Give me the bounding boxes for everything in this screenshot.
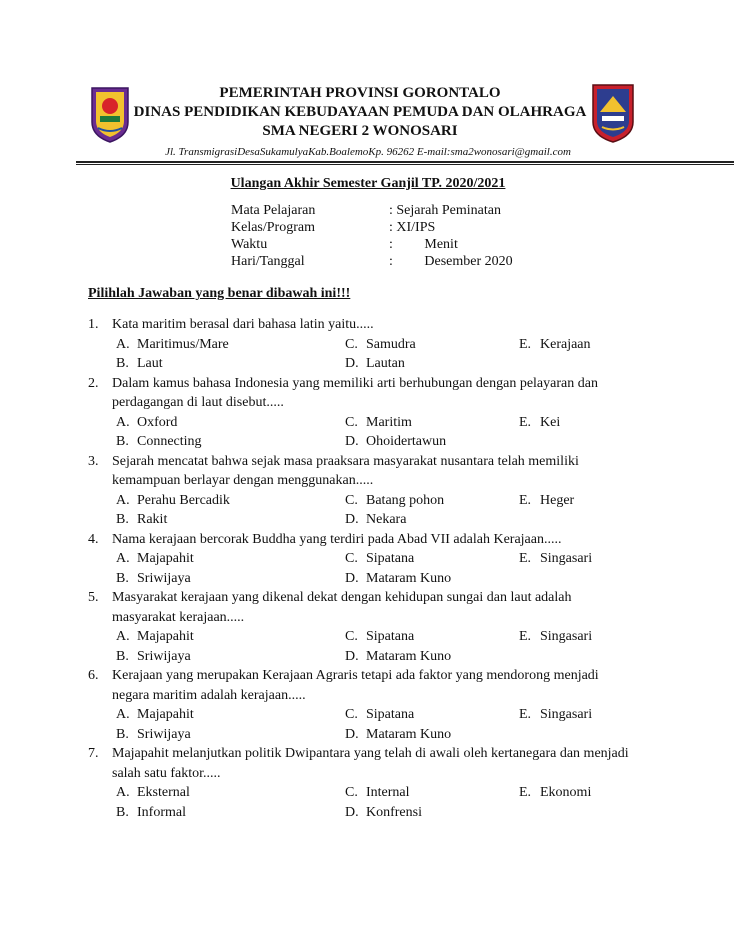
option-text: Perahu Bercadik xyxy=(137,492,230,508)
option-b xyxy=(116,569,191,589)
question-number: 5. xyxy=(88,590,99,605)
option-letter: A. xyxy=(116,629,130,644)
option-letter: A. xyxy=(116,414,130,430)
option-text: Majapahit xyxy=(137,551,194,566)
header-department: DINAS PENDIDIKAN KEBUDAYAAN PEMUDA DAN OLAHRAGA xyxy=(133,104,587,120)
question-text: Majapahit melanjutkan politik Dwipantara yang telah di awali oleh kertanegara dan menjadi xyxy=(112,746,629,761)
option-letter: D. xyxy=(345,512,359,527)
question-number: 7. xyxy=(88,746,99,761)
question-line xyxy=(88,666,648,686)
option-letter: C. xyxy=(345,785,358,800)
option-text: Eksternal xyxy=(137,785,190,800)
option-b xyxy=(116,354,163,374)
option-d xyxy=(345,510,406,530)
info-value: : Desember 2020 xyxy=(389,254,513,269)
question-line xyxy=(88,744,648,764)
option-letter: A. xyxy=(116,336,130,352)
option-e xyxy=(519,783,591,803)
option-letter: D. xyxy=(345,804,359,820)
option-a xyxy=(116,335,229,355)
question-text: Kerajaan yang merupakan Kerajaan Agraris tetapi ada faktor yang mendorong menjadi xyxy=(112,668,599,683)
option-text: Connecting xyxy=(137,434,202,449)
option-text: Maritim xyxy=(366,414,412,430)
option-text: Singasari xyxy=(540,629,593,644)
info-row xyxy=(231,236,551,253)
option-text: Batang pohon xyxy=(366,492,445,508)
option-text: Sipatana xyxy=(366,707,415,722)
option-text: Ekonomi xyxy=(540,785,592,800)
question-text: Nama kerajaan bercorak Buddha yang terdiri pada Abad VII adalah Kerajaan..... xyxy=(112,531,562,547)
option-letter: E. xyxy=(519,414,532,430)
option-text: Sriwijaya xyxy=(137,726,191,742)
option-letter: B. xyxy=(116,512,129,527)
option-letter: E. xyxy=(519,629,532,644)
info-label: Hari/Tanggal xyxy=(231,254,305,269)
option-letter: D. xyxy=(345,356,359,371)
option-row xyxy=(88,627,648,647)
option-text: Kei xyxy=(540,414,561,430)
question-text: kemampuan berlayar dengan menggunakan..... xyxy=(112,473,374,488)
question-text: perdagangan di laut disebut..... xyxy=(112,395,284,410)
option-text: Kerajaan xyxy=(540,336,591,352)
option-b xyxy=(116,803,186,823)
header-divider-thin xyxy=(76,164,734,165)
option-row xyxy=(88,803,648,823)
option-row xyxy=(88,549,648,569)
option-text: Mataram Kuno xyxy=(366,570,452,586)
option-a xyxy=(116,783,190,803)
option-text: Oxford xyxy=(137,414,178,430)
option-text: Rakit xyxy=(137,512,168,527)
question-line xyxy=(88,393,648,413)
boalemo-regency-emblem xyxy=(590,82,636,144)
option-c xyxy=(345,413,412,433)
option-e xyxy=(519,413,560,433)
option-b xyxy=(116,510,167,530)
option-row xyxy=(88,354,648,374)
info-row xyxy=(231,253,551,270)
option-text: Sipatana xyxy=(366,629,415,644)
option-row xyxy=(88,705,648,725)
option-c xyxy=(345,783,410,803)
exam-info xyxy=(231,202,551,270)
option-letter: B. xyxy=(116,356,129,371)
info-value: : Sejarah Peminatan xyxy=(389,203,501,218)
option-d xyxy=(345,803,422,823)
option-d xyxy=(345,432,446,452)
gorontalo-province-emblem xyxy=(88,84,132,144)
option-letter: B. xyxy=(116,434,129,449)
option-row xyxy=(88,647,648,667)
question-number: 4. xyxy=(88,531,99,547)
option-letter: B. xyxy=(116,726,129,742)
question-text: Sejarah mencatat bahwa sejak masa praaksara masyarakat nusantara telah memiliki xyxy=(112,453,579,469)
option-row xyxy=(88,491,648,511)
question-line xyxy=(88,452,648,472)
option-letter: B. xyxy=(116,804,129,820)
question-line xyxy=(88,608,648,628)
option-row xyxy=(88,510,648,530)
question-line xyxy=(88,686,648,706)
question-item xyxy=(88,530,648,589)
option-d xyxy=(345,569,451,589)
option-text: Mataram Kuno xyxy=(366,726,452,742)
option-text: Nekara xyxy=(366,512,407,527)
option-text: Mataram Kuno xyxy=(366,648,452,664)
info-label: Mata Pelajaran xyxy=(231,203,316,218)
option-letter: A. xyxy=(116,707,130,722)
option-text: Majapahit xyxy=(137,629,194,644)
info-value: : XI/IPS xyxy=(389,220,436,235)
option-text: Samudra xyxy=(366,336,416,352)
question-text: Kata maritim berasal dari bahasa latin yaitu..... xyxy=(112,317,374,332)
option-text: Heger xyxy=(540,492,575,508)
question-text: salah satu faktor..... xyxy=(112,765,221,781)
option-letter: B. xyxy=(116,570,129,586)
question-item xyxy=(88,452,648,530)
question-item xyxy=(88,744,648,822)
option-letter: B. xyxy=(116,648,129,664)
option-text: Sipatana xyxy=(366,551,415,566)
option-text: Informal xyxy=(137,804,186,820)
option-text: Majapahit xyxy=(137,707,194,722)
option-letter: E. xyxy=(519,707,532,722)
header-divider xyxy=(76,161,734,163)
info-row xyxy=(231,219,551,236)
option-a xyxy=(116,705,194,725)
option-letter: A. xyxy=(116,785,130,800)
option-row xyxy=(88,335,648,355)
question-list xyxy=(88,315,648,822)
question-number: 2. xyxy=(88,375,99,391)
info-label: Kelas/Program xyxy=(231,220,315,235)
option-a xyxy=(116,413,177,433)
option-c xyxy=(345,491,444,511)
option-b xyxy=(116,432,202,452)
info-value: : Menit xyxy=(389,237,458,252)
option-text: Singasari xyxy=(540,551,593,566)
option-d xyxy=(345,725,451,745)
question-line xyxy=(88,764,648,784)
option-letter: C. xyxy=(345,551,358,566)
option-letter: C. xyxy=(345,629,358,644)
question-line xyxy=(88,471,648,491)
info-label: Waktu xyxy=(231,237,268,252)
option-text: Internal xyxy=(366,785,410,800)
exam-title: Ulangan Akhir Semester Ganjil TP. 2020/2021 xyxy=(230,176,506,191)
option-b xyxy=(116,725,191,745)
question-text: masyarakat kerajaan..... xyxy=(112,609,245,625)
option-letter: D. xyxy=(345,648,359,664)
option-text: Konfrensi xyxy=(366,804,422,820)
option-row xyxy=(88,432,648,452)
option-row xyxy=(88,413,648,433)
option-letter: E. xyxy=(519,336,532,352)
option-a xyxy=(116,549,194,569)
info-row xyxy=(231,202,551,219)
option-letter: E. xyxy=(519,551,532,566)
question-number: 3. xyxy=(88,453,99,469)
option-letter: D. xyxy=(345,570,359,586)
option-e xyxy=(519,627,592,647)
option-letter: C. xyxy=(345,492,358,508)
question-item xyxy=(88,315,648,374)
question-item xyxy=(88,588,648,666)
option-a xyxy=(116,627,194,647)
instruction: Pilihlah Jawaban yang benar dibawah ini!!! xyxy=(88,286,351,301)
option-e xyxy=(519,491,574,511)
option-d xyxy=(345,354,405,374)
question-number: 6. xyxy=(88,668,99,683)
option-c xyxy=(345,705,414,725)
letterhead xyxy=(130,84,590,141)
option-e xyxy=(519,335,591,355)
option-text: Singasari xyxy=(540,707,593,722)
option-letter: D. xyxy=(345,726,359,742)
question-text: Masyarakat kerajaan yang dikenal dekat dengan kehidupan sungai dan laut adalah xyxy=(112,590,572,605)
option-row xyxy=(88,783,648,803)
option-text: Maritimus/Mare xyxy=(137,336,229,352)
option-letter: D. xyxy=(345,434,359,449)
question-number: 1. xyxy=(88,317,99,332)
school-address: Jl. TransmigrasiDesaSukamulyaKab.BoalemoKp. 96262 E-mail:sma2wonosari@gmail.com xyxy=(165,146,571,158)
question-item xyxy=(88,666,648,744)
option-text: Lautan xyxy=(366,356,405,371)
option-letter: C. xyxy=(345,414,358,430)
option-d xyxy=(345,647,451,667)
option-letter: A. xyxy=(116,551,130,566)
question-line xyxy=(88,588,648,608)
option-letter: C. xyxy=(345,336,358,352)
option-c xyxy=(345,627,414,647)
question-text: negara maritim adalah kerajaan..... xyxy=(112,687,306,703)
option-a xyxy=(116,491,230,511)
question-line xyxy=(88,315,648,335)
option-text: Sriwijaya xyxy=(137,570,191,586)
option-e xyxy=(519,549,592,569)
option-b xyxy=(116,647,191,667)
option-letter: E. xyxy=(519,785,532,800)
header-school: SMA NEGERI 2 WONOSARI xyxy=(262,123,458,139)
option-e xyxy=(519,705,592,725)
option-text: Sriwijaya xyxy=(137,648,191,664)
question-line xyxy=(88,374,648,394)
question-item xyxy=(88,374,648,452)
option-c xyxy=(345,335,416,355)
option-text: Laut xyxy=(137,356,163,371)
question-text: Dalam kamus bahasa Indonesia yang memiliki arti berhubungan dengan pelayaran dan xyxy=(112,375,598,391)
header-government: PEMERINTAH PROVINSI GORONTALO xyxy=(219,85,501,101)
option-c xyxy=(345,549,414,569)
question-line xyxy=(88,530,648,550)
option-row xyxy=(88,725,648,745)
option-text: Ohoidertawun xyxy=(366,434,447,449)
option-row xyxy=(88,569,648,589)
option-letter: A. xyxy=(116,492,130,508)
option-letter: E. xyxy=(519,492,532,508)
option-letter: C. xyxy=(345,707,358,722)
